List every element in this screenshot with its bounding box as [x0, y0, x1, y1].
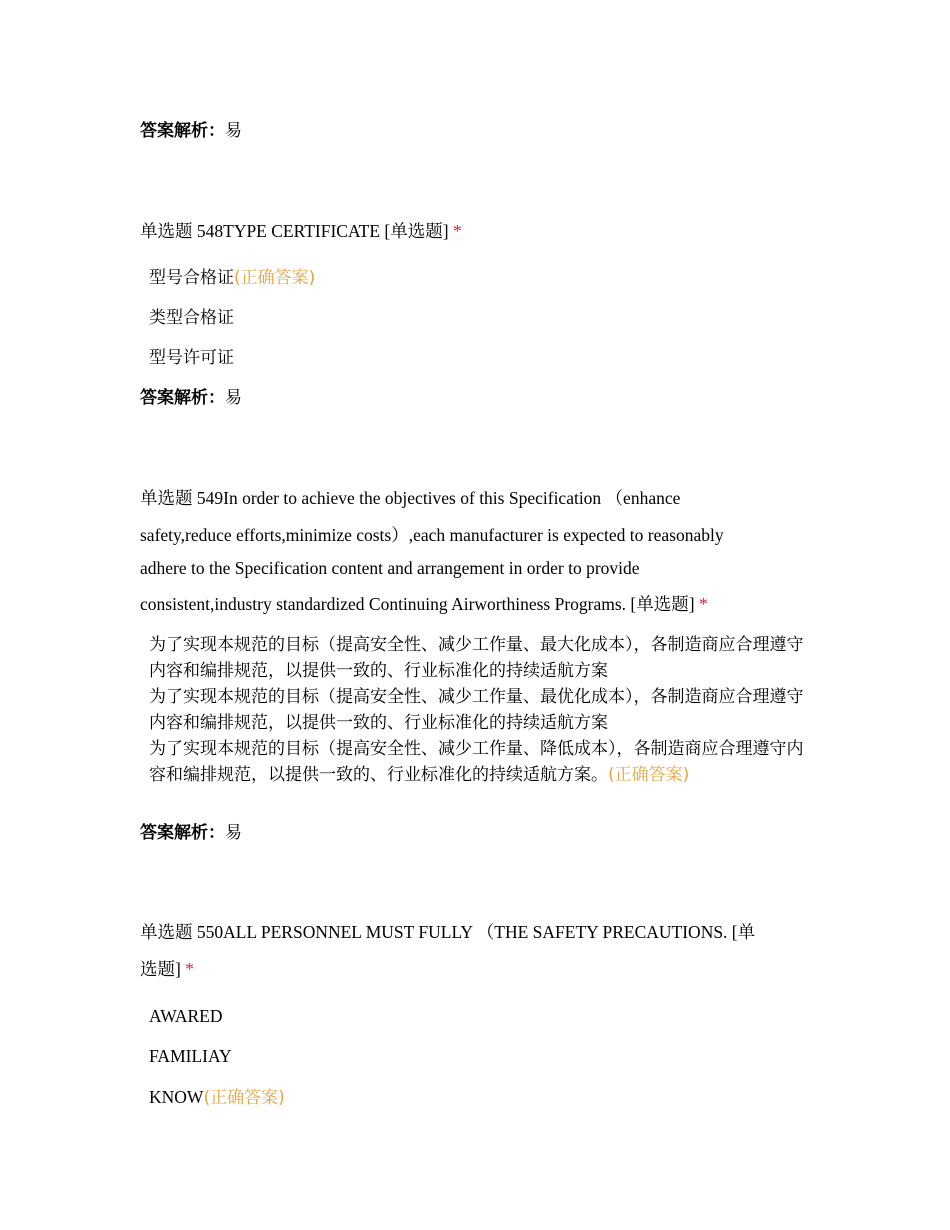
answer-analysis-value: 易 [225, 823, 242, 843]
answer-analysis-value: 易 [225, 121, 242, 141]
answer-analysis [140, 119, 810, 143]
question-550-option-3[interactable] [149, 1085, 809, 1110]
required-mark: * [185, 959, 194, 979]
correct-answer-tag: (正确答案) [608, 765, 690, 785]
option-text: AWARED [149, 1006, 223, 1026]
option-text: 类型合格证 [149, 308, 234, 328]
correct-answer-tag: (正确答案) [234, 268, 316, 288]
question-549-answer-analysis [140, 821, 810, 845]
question-548-option-1[interactable] [149, 266, 809, 290]
question-text-line-2: safety,reduce efforts,minimize costs）,each manufacturer is expected to reasonably [140, 525, 724, 545]
question-text: 单选题 548TYPE CERTIFICATE [单选题] [140, 221, 449, 241]
option-text: 型号合格证 [149, 268, 234, 288]
option-text: 为了实现本规范的目标（提高安全性、减少工作量、降低成本），各制造商应合理遵守内容和编排规范，以提供一致的、行业标准化的持续适航方案。 [149, 739, 804, 785]
question-550-title [140, 914, 810, 987]
question-550-option-1[interactable] [149, 1004, 809, 1028]
answer-analysis-value: 易 [225, 388, 242, 408]
question-text-line-2-wrapper [140, 951, 810, 987]
question-text-line-4: consistent,industry standardized Continuing Airworthiness Programs. [单选题] [140, 594, 695, 614]
required-mark: * [698, 594, 708, 614]
question-text-line-3: adhere to the Specification content and arrangement in order to provide [140, 558, 640, 578]
question-text-line-1: 单选题 549In order to achieve the objectives of this Specification （enhance [140, 488, 681, 508]
option-text: 型号许可证 [149, 348, 234, 368]
question-548-option-3[interactable] [149, 346, 809, 370]
answer-analysis-label: 答案解析： [140, 388, 225, 408]
option-text: FAMILIAY [149, 1046, 232, 1066]
answer-analysis-label: 答案解析： [140, 823, 225, 843]
question-549-title [140, 480, 810, 622]
option-text: 为了实现本规范的目标（提高安全性、减少工作量、最大化成本），各制造商应合理遵守内容和编排规范，以提供一致的、行业标准化的持续适航方案 [149, 635, 804, 681]
option-text: 为了实现本规范的目标（提高安全性、减少工作量、最优化成本），各制造商应合理遵守内容和编排规范，以提供一致的、行业标准化的持续适航方案 [149, 687, 804, 733]
option-text: KNOW [149, 1087, 204, 1107]
answer-analysis-label: 答案解析： [140, 121, 225, 141]
question-text-line-4-wrapper [140, 586, 810, 622]
required-mark: * [452, 221, 462, 241]
question-text-line-2: 选题] [140, 959, 181, 979]
question-text-line-1: 单选题 550ALL PERSONNEL MUST FULLY （THE SAFETY PRECAUTIONS. [单 [140, 922, 756, 942]
question-549-option-1[interactable] [149, 632, 807, 684]
question-549-option-2[interactable] [149, 684, 807, 736]
correct-answer-tag: (正确答案) [203, 1088, 285, 1108]
question-548-answer-analysis [140, 386, 810, 410]
question-550-option-2[interactable] [149, 1044, 809, 1068]
question-549-option-3[interactable] [149, 736, 807, 788]
question-548-title [140, 213, 810, 249]
question-548-option-2[interactable] [149, 306, 809, 330]
